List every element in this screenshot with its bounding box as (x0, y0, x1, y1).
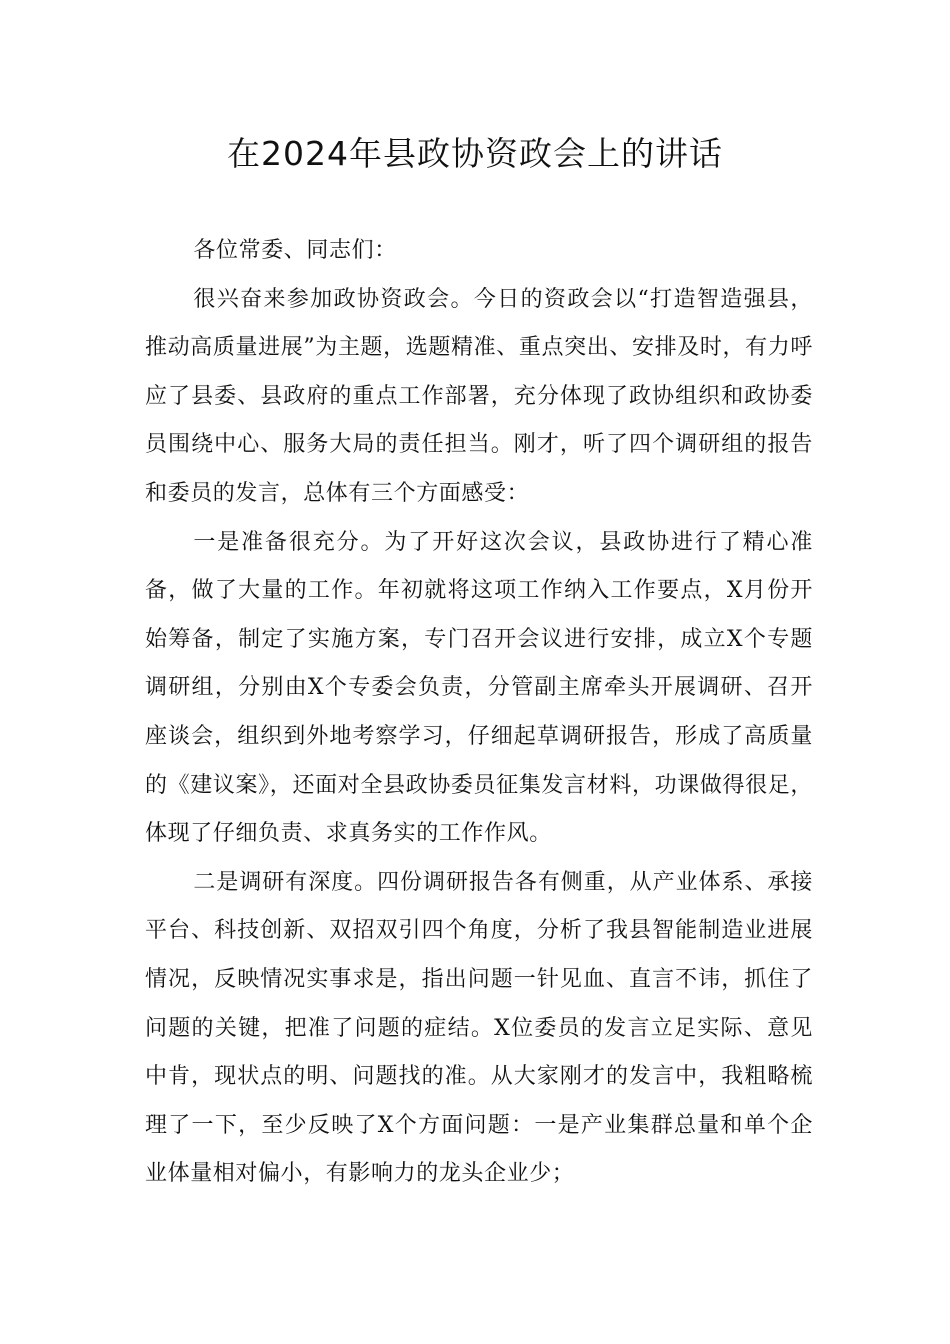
document-title: 在2024年县政协资政会上的讲话 (227, 134, 723, 173)
paragraph-intro: 很兴奋来参加政协资政会。今日的资政会以“打造智造强县，推动高质量进展”为主题，选题精准、重点突出、安排及时，有力呼应了县委、县政府的重点工作部署，充分体现了政协组织和政协委员围绕中心、服务大局的责任担当。刚才，听了四个调研组的报告和委员的发言，总体有三个方面感受： (145, 286, 813, 506)
paragraph-point-one: 一是准备很充分。为了开好这次会议，县政协进行了精心准备，做了大量的工作。年初就将这项工作纳入工作要点，X月份开始筹备，制定了实施方案，专门召开会议进行安排，成立X个专题调研组，分别由X个专委会负责，分管副主席牵头开展调研、召开座谈会，组织到外地考察学习，仔细起草调研报告，形成了高质量的《建议案》，还面对全县政协委员征集发言材料，功课做得很足，体现了仔细负责、求真务实的工作作风。 (145, 529, 813, 847)
paragraph-point-two: 二是调研有深度。四份调研报告各有侧重，从产业体系、承接平台、科技创新、双招双引四个角度，分析了我县智能制造业进展情况，反映情况实事求是，指出问题一针见血、直言不讳，抓住了问题的关键，把准了问题的症结。X位委员的发言立足实际、意见中肯，现状点的明、问题找的准。从大家刚才的发言中，我粗略梳理了一下，至少反映了X个方面问题：一是产业集群总量和单个企业体量相对偏小，有影响力的龙头企业少； (145, 869, 813, 1187)
document-body (145, 227, 813, 1199)
salutation: 各位常委、同志们： (193, 238, 397, 263)
